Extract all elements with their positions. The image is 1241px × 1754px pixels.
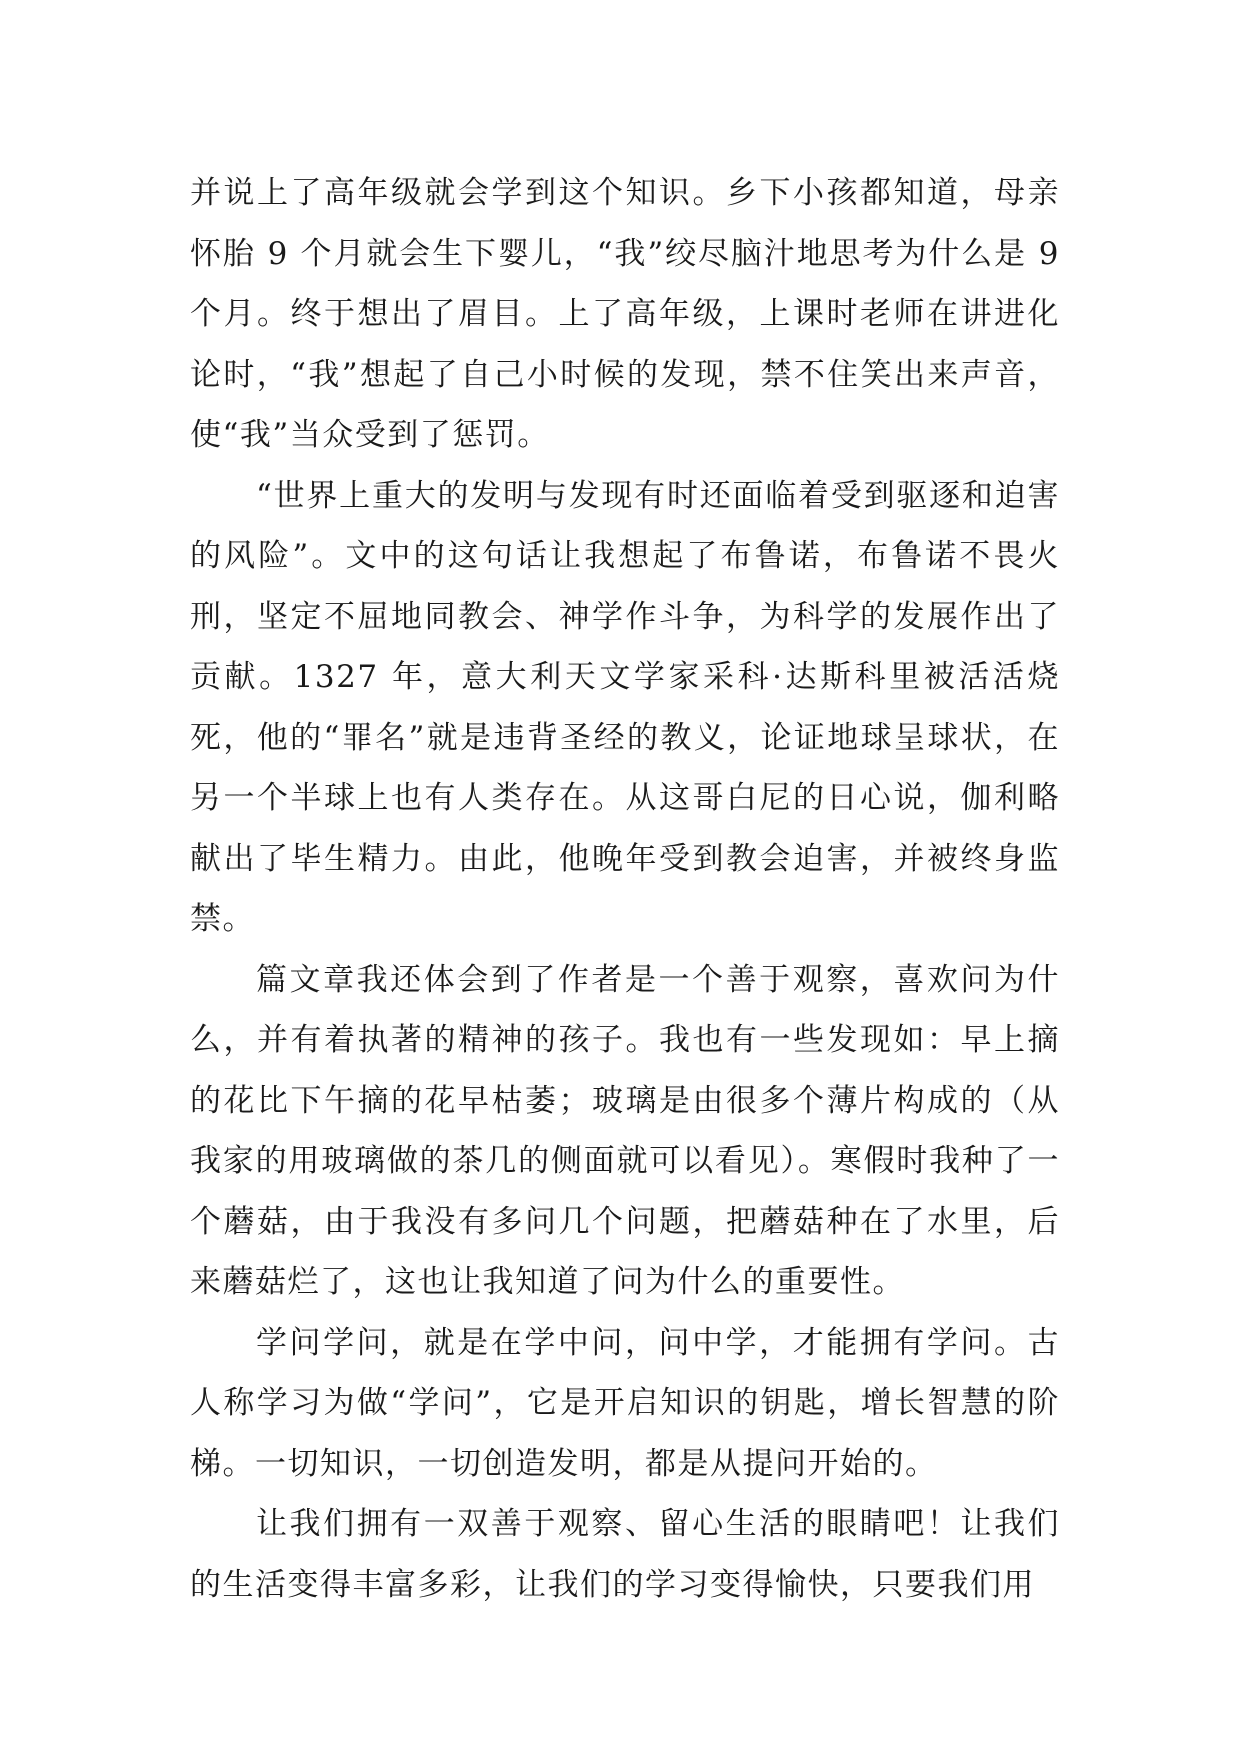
paragraph-learning: 学问学问，就是在学中问，问中学，才能拥有学问。古人称学习为做“学问”，它是开启知识的钥匙，增长智慧的阶梯。一切知识，一切创造发明，都是从提问开始的。 bbox=[190, 1324, 1060, 1482]
paragraph-continuation: 并说上了高年级就会学到这个知识。乡下小孩都知道，母亲怀胎 9 个月就会生下婴儿，“我”绞尽脑汁地思考为什么是 9 个月。终于想出了眉目。上了高年级，上课时老师在讲进化论时，“我”想起了自己小时候的发现，禁不住笑出来声音，使“我”当众受到了惩罚。 bbox=[190, 175, 1060, 453]
paragraph-observation: 篇文章我还体会到了作者是一个善于观察，喜欢问为什么，并有着执著的精神的孩子。我也有一些发现如：早上摘的花比下午摘的花早枯萎；玻璃是由很多个薄片构成的（从我家的用玻璃做的茶几的侧面就可以看见）。寒假时我种了一个蘑菇，由于我没有多问几个问题，把蘑菇种在了水里，后来蘑菇烂了，这也让我知道了问为什么的重要性。 bbox=[190, 961, 1060, 1300]
document-body bbox=[190, 163, 1060, 1615]
paragraph-conclusion: 让我们拥有一双善于观察、留心生活的眼睛吧！让我们的生活变得丰富多彩，让我们的学习变得愉快，只要我们用 bbox=[190, 1506, 1060, 1603]
paragraph-bruno: “世界上重大的发明与发现有时还面临着受到驱逐和迫害的风险”。文中的这句话让我想起了布鲁诺，布鲁诺不畏火刑，坚定不屈地同教会、神学作斗争，为科学的发展作出了贡献。1327 年，意大利天文学家采科·达斯科里被活活烧死，他的“罪名”就是违背圣经的教义，论证地球呈球状，在另一个半球上也有人类存在。从这哥白尼的日心说，伽利略献出了毕生精力。由此，他晚年受到教会迫害，并被终身监禁。 bbox=[190, 477, 1060, 937]
